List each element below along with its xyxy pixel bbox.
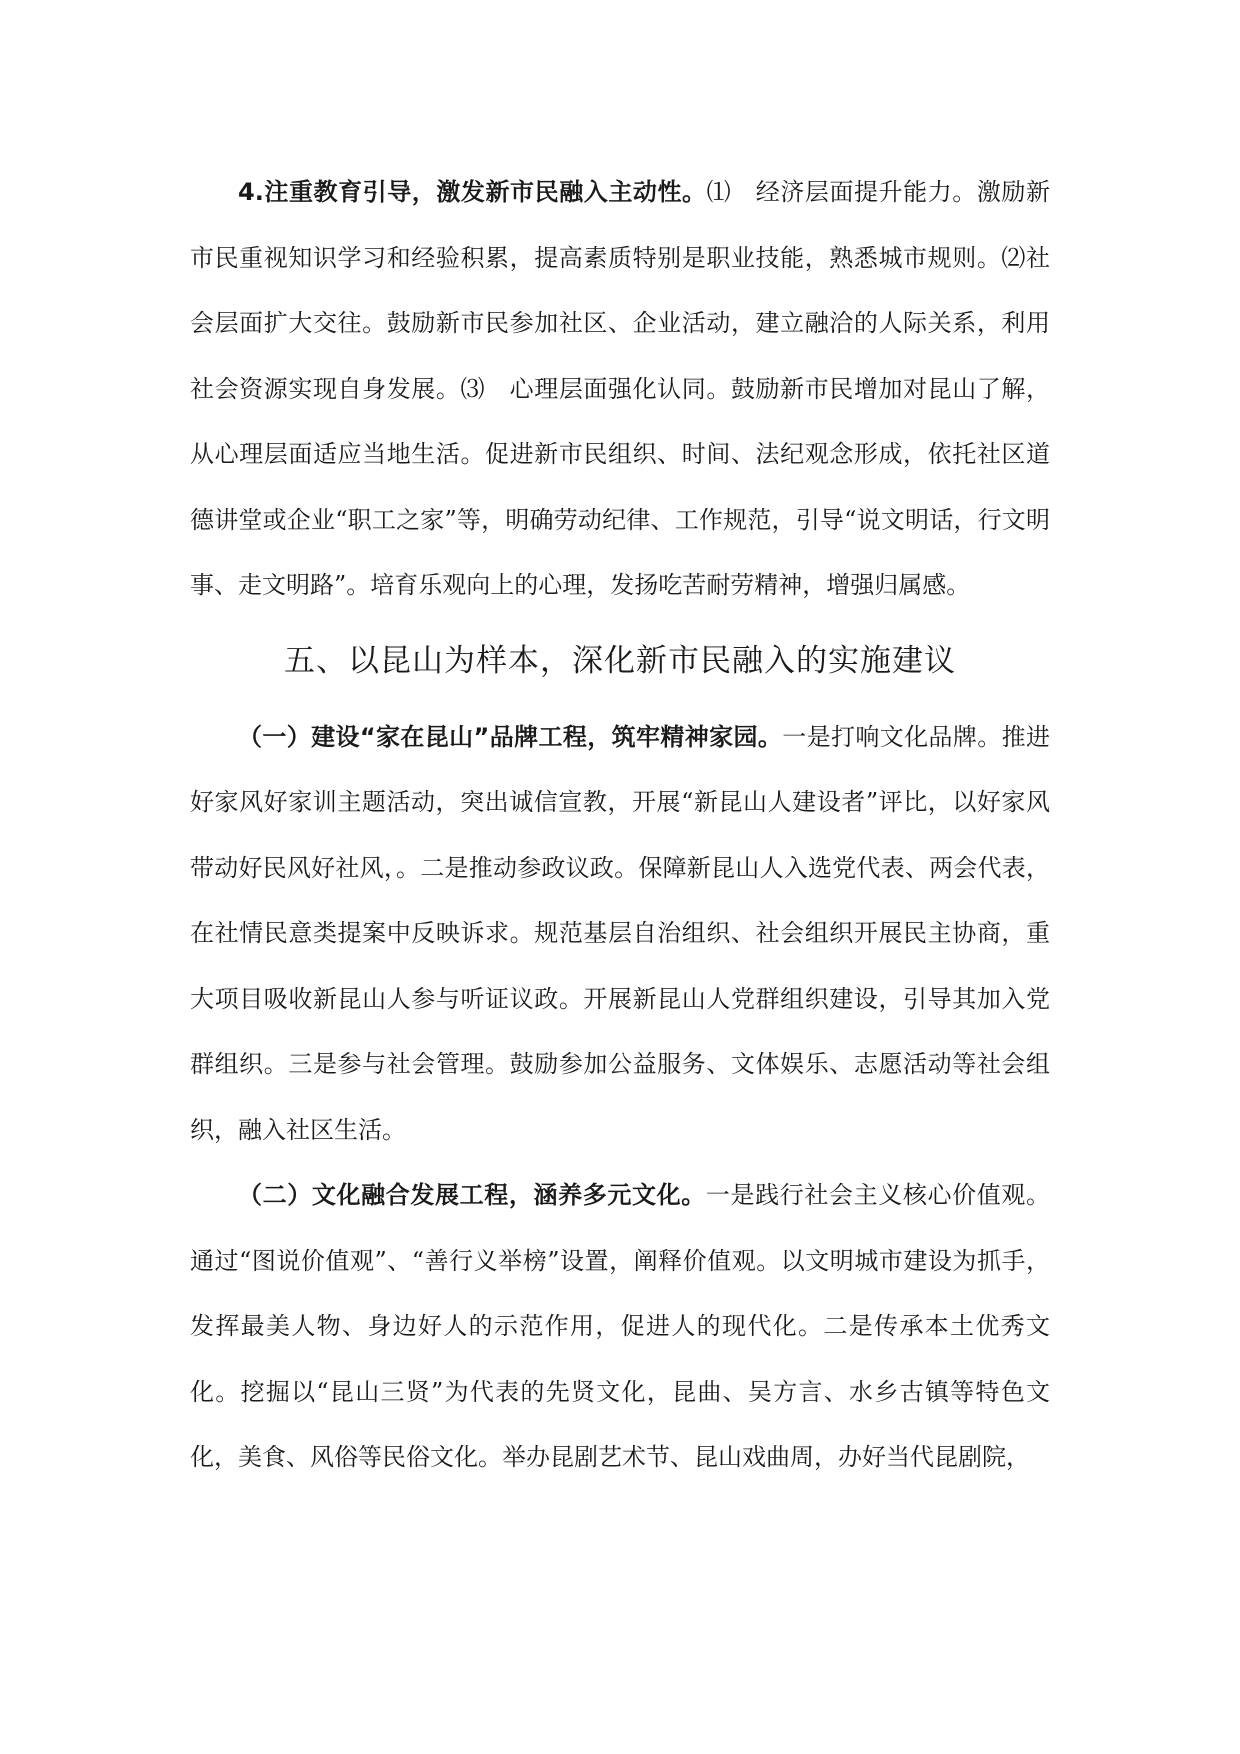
- paragraph-brand-project: [190, 705, 1050, 1164]
- paragraph-body: ⑴ 经济层面提升能力。激励新市民重视知识学习和经验积累，提高素质特别是职业技能，熟悉城市规则。⑵社会层面扩大交往。鼓励新市民参加社区、企业活动，建立融洽的人际关系，利用社会资源实现自身发展。⑶ 心理层面强化认同。鼓励新市民增加对昆山了解，从心理层面适应当地生活。促进新市民组织、时间、法纪观念形成，依托社区道德讲堂或企业“职工之家”等，明确劳动纪律、工作规范，引导“说文明话，行文明事、走文明路”。培育乐观向上的心理，发扬吃苦耐劳精神，增强归属感。: [190, 178, 1050, 599]
- paragraph-body: 一是践行社会主义核心价值观。通过“图说价值观”、“善行义举榜”设置，阐释价值观。以文明城市建设为抓手，发挥最美人物、身边好人的示范作用，促进人的现代化。二是传承本土优秀文化。挖掘以“昆山三贤”为代表的先贤文化，昆曲、吴方言、水乡古镇等特色文化，美食、风俗等民俗文化。举办昆剧艺术节、昆山戏曲周，办好当代昆剧院，: [190, 1181, 1050, 1471]
- paragraph-lead: 4.注重教育引导，激发新市民融入主动性。: [238, 178, 707, 206]
- paragraph-culture-project: [190, 1163, 1050, 1491]
- document-page: [190, 160, 1050, 1491]
- section-heading: 五、以昆山为样本，深化新市民融入的实施建议: [284, 642, 956, 679]
- paragraph-body: 一是打响文化品牌。推进好家风好家训主题活动，突出诚信宣教，开展“新昆山人建设者”评比，以好家风带动好民风好社风，。二是推动参政议政。保障新昆山人入选党代表、两会代表，在社情民意类提案中反映诉求。规范基层自治组织、社会组织开展民主协商，重大项目吸收新昆山人参与听证议政。开展新昆山人党群组织建设，引导其加入党群组织。三是参与社会管理。鼓励参加公益服务、文体娱乐、志愿活动等社会组织，融入社区生活。: [190, 722, 1051, 1144]
- paragraph-education-guidance: [190, 160, 1050, 619]
- paragraph-lead: （一）建设“家在昆山”品牌工程，筑牢精神家园。: [238, 722, 783, 751]
- paragraph-lead: （二）文化融合发展工程，涵养多元文化。: [238, 1181, 706, 1209]
